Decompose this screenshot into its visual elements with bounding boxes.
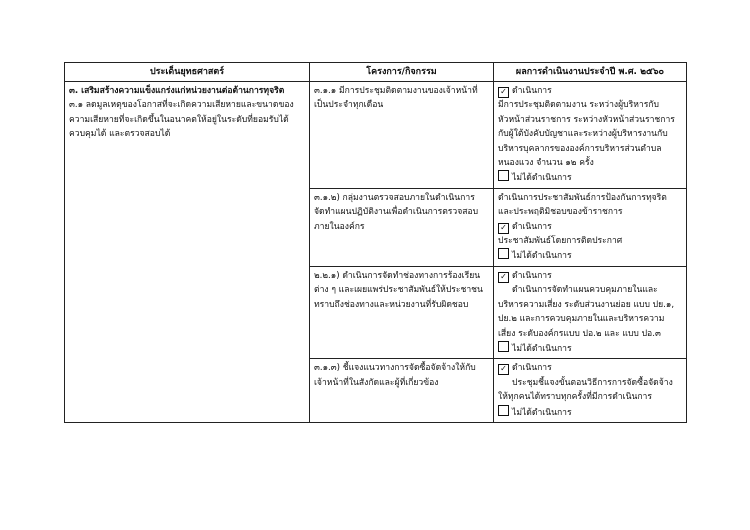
done-option — [498, 269, 682, 283]
checked-box-icon: ✓ — [498, 364, 509, 375]
not-done-label: ไม่ได้ดำเนินการ — [512, 251, 572, 262]
result-cell — [494, 359, 687, 423]
empty-box-icon — [498, 170, 509, 181]
not-done-label: ไม่ได้ดำเนินการ — [512, 407, 572, 418]
result-line: กับผู้ใต้บังคับบัญชาและระหว่างผู้บริหารงานกับ — [498, 129, 668, 140]
project-cell — [310, 188, 494, 266]
not-done-label: ไม่ได้ดำเนินการ — [512, 343, 572, 354]
not-done-option — [498, 248, 682, 263]
project-line: ภายในองค์กร — [314, 221, 365, 232]
result-line: บริหารบุคลากรขององค์การบริหารส่วนตำบล — [498, 143, 662, 154]
result-line: และประพฤติมิชอบของข้าราชการ — [498, 207, 623, 218]
strategy-cell — [65, 82, 310, 423]
result-line: หัวหน้าส่วนราชการ ระหว่างหัวหน้าส่วนราชการ — [498, 114, 675, 125]
not-done-label: ไม่ได้ดำเนินการ — [512, 173, 572, 184]
result-line: ปย.๒ และการควบคุมภายในและบริหารความ — [498, 314, 665, 325]
checked-box-icon: ✓ — [498, 272, 509, 283]
result-cell — [494, 188, 687, 266]
project-cell — [310, 266, 494, 358]
header-project: โครงการ/กิจกรรม — [310, 63, 494, 82]
result-line: ประชาสัมพันธ์โดยการติดประกาศ — [498, 236, 623, 247]
project-line: เจ้าหน้าที่ในสังกัดและผู้ที่เกี่ยวข้อง — [314, 377, 439, 388]
result-line: บริหารความเสี่ยง ระดับส่วนงานย่อย แบบ ปย.๑, — [498, 299, 675, 310]
not-done-option — [498, 341, 682, 356]
table-header-row — [65, 63, 687, 82]
project-line: ต่าง ๆ และเผยแพร่ประชาสัมพันธ์ให้ประชาชน — [314, 285, 483, 296]
not-done-option — [498, 405, 682, 420]
project-line: ๒.๒.๑) ดำเนินการจัดทำช่องทางการร้องเรียน — [314, 270, 481, 281]
header-result: ผลการดำเนินงานประจำปี พ.ศ. ๒๕๖๐ — [494, 63, 687, 82]
result-line: หนองแวง จำนวน ๑๒ ครั้ง — [498, 158, 594, 169]
result-cell — [494, 266, 687, 358]
checked-box-icon: ✓ — [498, 223, 509, 234]
empty-box-icon — [498, 341, 509, 352]
strategy-title: ๓. เสริมสร้างความแข็งแกร่งแก่หน่วยงานต่อต้านการทุจริต — [69, 86, 285, 96]
done-label: ดำเนินการ — [512, 270, 552, 281]
strategy-line: ๓.๑ ลดมูลเหตุของโอกาสที่จะเกิดความเสียหายและขนาดของ — [69, 100, 294, 111]
result-cell — [494, 82, 687, 189]
result-line: มีการประชุมติดตามงาน ระหว่างผู้บริหารกับ — [498, 100, 659, 111]
project-cell — [310, 82, 494, 189]
project-line: ๓.๑.๑ มีการประชุมติดตามงานของเจ้าหน้าที่ — [314, 86, 478, 96]
result-line: ดำเนินการประชาสัมพันธ์การป้องกันการทุจริต — [498, 192, 667, 203]
done-option — [498, 361, 682, 375]
strategy-line: ควบคุมได้ และตรวจสอบได้ — [69, 129, 171, 140]
empty-box-icon — [498, 405, 509, 416]
project-cell — [310, 359, 494, 423]
result-line: เสี่ยง ระดับองค์กรแบบ ปอ.๒ และ แบบ ปอ.๓ — [498, 328, 661, 339]
done-label: ดำเนินการ — [512, 363, 552, 374]
empty-box-icon — [498, 248, 509, 259]
not-done-option — [498, 170, 682, 185]
project-line: ๓.๑.๒) กลุ่มงานตรวจสอบภายในดำเนินการ — [314, 192, 475, 203]
done-option — [498, 220, 682, 234]
result-line: ประชุมชี้แจงขั้นตอนวิธีการการจัดซื้อจัดจ้าง — [512, 377, 673, 388]
checked-box-icon: ✓ — [498, 87, 509, 98]
strategy-line: ความเสียหายที่จะเกิดขึ้นในอนาคตให้อยู่ในระดับที่ยอมรับได้ — [69, 114, 289, 125]
project-line: ๓.๑.๓) ชี้แจงแนวทางการจัดซื้อจัดจ้างให้กับ — [314, 363, 476, 374]
table-row — [65, 82, 687, 189]
header-strategy: ประเด็นยุทธศาสตร์ — [65, 63, 310, 82]
result-line: ดำเนินการจัดทำแผนควบคุมภายในและ — [512, 285, 658, 296]
project-line: เป็นประจำทุกเดือน — [314, 100, 384, 111]
project-line: ทราบถึงช่องทางและหน่วยงานที่รับผิดชอบ — [314, 299, 469, 310]
result-line: ให้ทุกคนได้ทราบทุกครั้งที่มีการดำเนินการ — [498, 392, 652, 403]
done-label: ดำเนินการ — [512, 221, 552, 232]
done-label: ดำเนินการ — [512, 86, 552, 96]
strategy-table — [64, 62, 687, 423]
project-line: จัดทำแผนปฏิบัติงานเพื่อดำเนินการตรวจสอบ — [314, 207, 479, 218]
done-option — [498, 84, 682, 98]
